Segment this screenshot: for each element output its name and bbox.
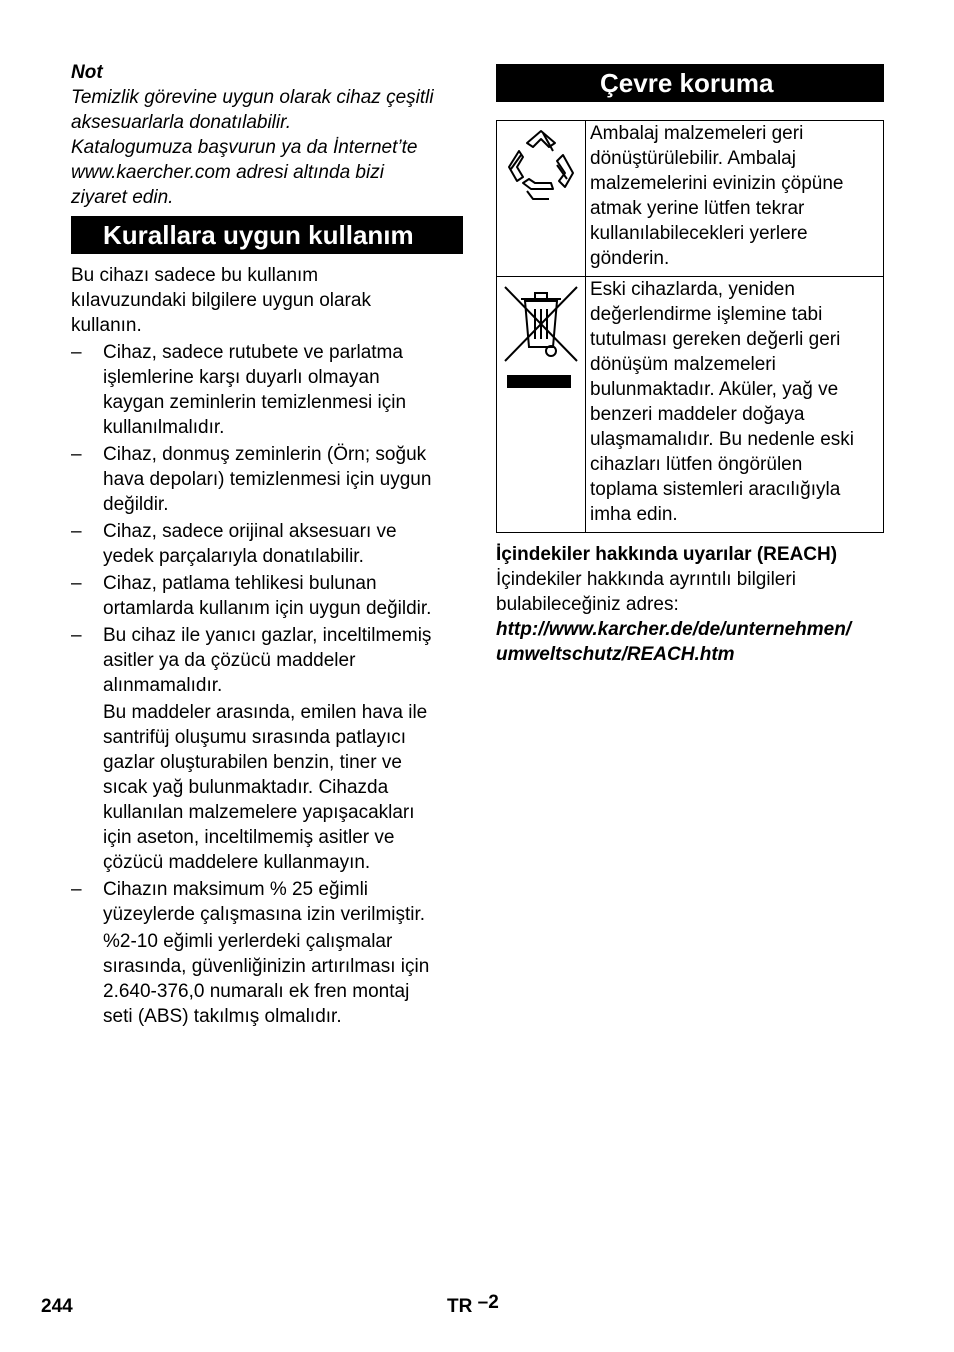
row-line: ulaşmamalıdır. Bu nedenle eski	[590, 429, 855, 450]
item-line: ortamlarda kullanım için uygun değildir.	[103, 598, 432, 619]
row-line: malzemelerini evinizin çöpüne	[590, 173, 844, 194]
item-line: gazlar oluşturabilen benzin, tiner ve	[103, 752, 402, 773]
lang-code: TR	[447, 1296, 473, 1317]
dash-bullet: –	[71, 573, 82, 594]
dash-bullet: –	[71, 521, 82, 542]
right-column	[496, 64, 884, 667]
crossed-bin-icon	[497, 277, 585, 397]
item-line: Cihaz, donmuş zeminlerin (Örn; soğuk	[103, 444, 427, 465]
url-line: http://www.karcher.de/de/unternehmen/	[496, 619, 852, 640]
list-item	[71, 519, 463, 569]
dash-bullet: –	[71, 625, 82, 646]
row-line: Eski cihazlarda, yeniden	[590, 279, 795, 300]
footer-dash: –	[477, 1292, 489, 1313]
row-line: Ambalaj malzemeleri geri	[590, 123, 804, 144]
dash-bullet: –	[71, 444, 82, 465]
row-line: imha edin.	[590, 504, 678, 525]
row-line: gönderin.	[590, 248, 670, 269]
item-line: işlemlerine karşı duyarlı olmayan	[103, 367, 380, 388]
intro-line: kılavuzundaki bilgilere uygun olarak	[71, 290, 371, 311]
note-heading: Not	[71, 62, 103, 83]
item-line: kullanılmalıdır.	[103, 417, 225, 438]
table-row	[497, 121, 884, 277]
row-line: tutulması gereken değerli geri	[590, 329, 841, 350]
list-item	[71, 877, 463, 927]
note-body	[71, 85, 463, 210]
row-line: kullanılabilecekleri yerlere	[590, 223, 808, 244]
reach-heading: İçindekiler hakkında uyarılar (REACH)	[496, 544, 838, 565]
item-line: sırasında, güvenliğinizin artırılması için	[103, 956, 430, 977]
note-line: www.kaercher.com adresi altında bizi	[71, 162, 384, 183]
table-cell-icon	[497, 121, 586, 277]
footer-lang	[447, 1292, 499, 1318]
item-line: Cihaz, sadece orijinal aksesuarı ve	[103, 521, 397, 542]
intro-line: kullanın.	[71, 315, 142, 336]
list-item	[71, 340, 463, 440]
note-line: Katalogumuza başvurun ya da İnternet’te	[71, 137, 418, 158]
item-line: seti (ABS) takılmış olmalıdır.	[103, 1006, 342, 1027]
table-row	[497, 277, 884, 533]
item-line: Bu cihaz ile yanıcı gazlar, inceltilmemiş	[103, 625, 432, 646]
page-number: 244	[41, 1296, 73, 1317]
item-line: alınmamalıdır.	[103, 675, 223, 696]
item-line: çözücü maddelere kullanmayın.	[103, 852, 371, 873]
table-cell-icon	[497, 277, 586, 533]
row-line: benzeri maddeler doğaya	[590, 404, 805, 425]
row-line: toplama sistemleri aracılığıyla	[590, 479, 841, 500]
environment-title: Çevre koruma	[496, 64, 884, 102]
note-line: Temizlik görevine uygun olarak cihaz çeşitli	[71, 87, 434, 108]
reach-url-link[interactable]	[496, 617, 884, 667]
note-line: aksesuarlarla donatılabilir.	[71, 112, 292, 133]
row-line: bulunmaktadır. Aküler, yağ ve	[590, 379, 839, 400]
left-column	[71, 60, 463, 1029]
item-line: sıcak yağ bulunmaktadır. Cihazda	[103, 777, 389, 798]
list-item	[71, 623, 463, 698]
intended-use-list-cont	[71, 877, 463, 927]
item-line: yüzeylerde çalışmasına izin verilmiştir.	[103, 904, 426, 925]
row-line: atmak yerine lütfen tekrar	[590, 198, 805, 219]
item-line: asitler ya da çözücü maddeler	[103, 650, 356, 671]
item-line: 2.640-376,0 numaralı ek fren montaj	[103, 981, 410, 1002]
row-line: dönüşüm malzemeleri	[590, 354, 776, 375]
item-line: kaygan zeminlerin temizlenmesi için	[103, 392, 407, 413]
dash-bullet: –	[71, 879, 82, 900]
item-continuation	[71, 700, 463, 875]
reach-line: İçindekiler hakkında ayrıntılı bilgileri	[496, 569, 796, 590]
note-line: ziyaret edin.	[71, 187, 174, 208]
item-line: değildir.	[103, 494, 169, 515]
footer-sub: 2	[488, 1292, 499, 1313]
list-item	[71, 571, 463, 621]
recycle-icon	[497, 121, 585, 211]
row-line: dönüştürülebilir. Ambalaj	[590, 148, 796, 169]
item-line: yedek parçalarıyla donatılabilir.	[103, 546, 364, 567]
intended-use-intro	[71, 263, 463, 338]
environment-table	[496, 120, 884, 533]
item-line: Bu maddeler arasında, emilen hava ile	[103, 702, 428, 723]
reach-body	[496, 567, 884, 617]
table-cell-text	[586, 121, 884, 277]
url-line: umweltschutz/REACH.htm	[496, 644, 735, 665]
item-line: Cihaz, sadece rutubete ve parlatma	[103, 342, 403, 363]
row-line: cihazları lütfen öngörülen	[590, 454, 803, 475]
row-line: değerlendirme işlemine tabi	[590, 304, 823, 325]
item-line: Cihazın maksimum % 25 eğimli	[103, 879, 369, 900]
item-line: için aseton, inceltilmemiş asitler ve	[103, 827, 395, 848]
item-line: hava depoları) temizlenmesi için uygun	[103, 469, 432, 490]
item-line: santrifüj oluşumu sırasında patlayıcı	[103, 727, 407, 748]
item-line: kullanılan malzemelere yapışacakları	[103, 802, 415, 823]
table-cell-text	[586, 277, 884, 533]
list-item	[71, 442, 463, 517]
intended-use-title: Kurallara uygun kullanım	[71, 216, 463, 254]
dash-bullet: –	[71, 342, 82, 363]
intro-line: Bu cihazı sadece bu kullanım	[71, 265, 319, 286]
item-line: %2-10 eğimli yerlerdeki çalışmalar	[103, 931, 393, 952]
item-continuation	[71, 929, 463, 1029]
reach-line: bulabileceğiniz adres:	[496, 594, 679, 615]
item-line: Cihaz, patlama tehlikesi bulunan	[103, 573, 377, 594]
intended-use-list	[71, 340, 463, 698]
